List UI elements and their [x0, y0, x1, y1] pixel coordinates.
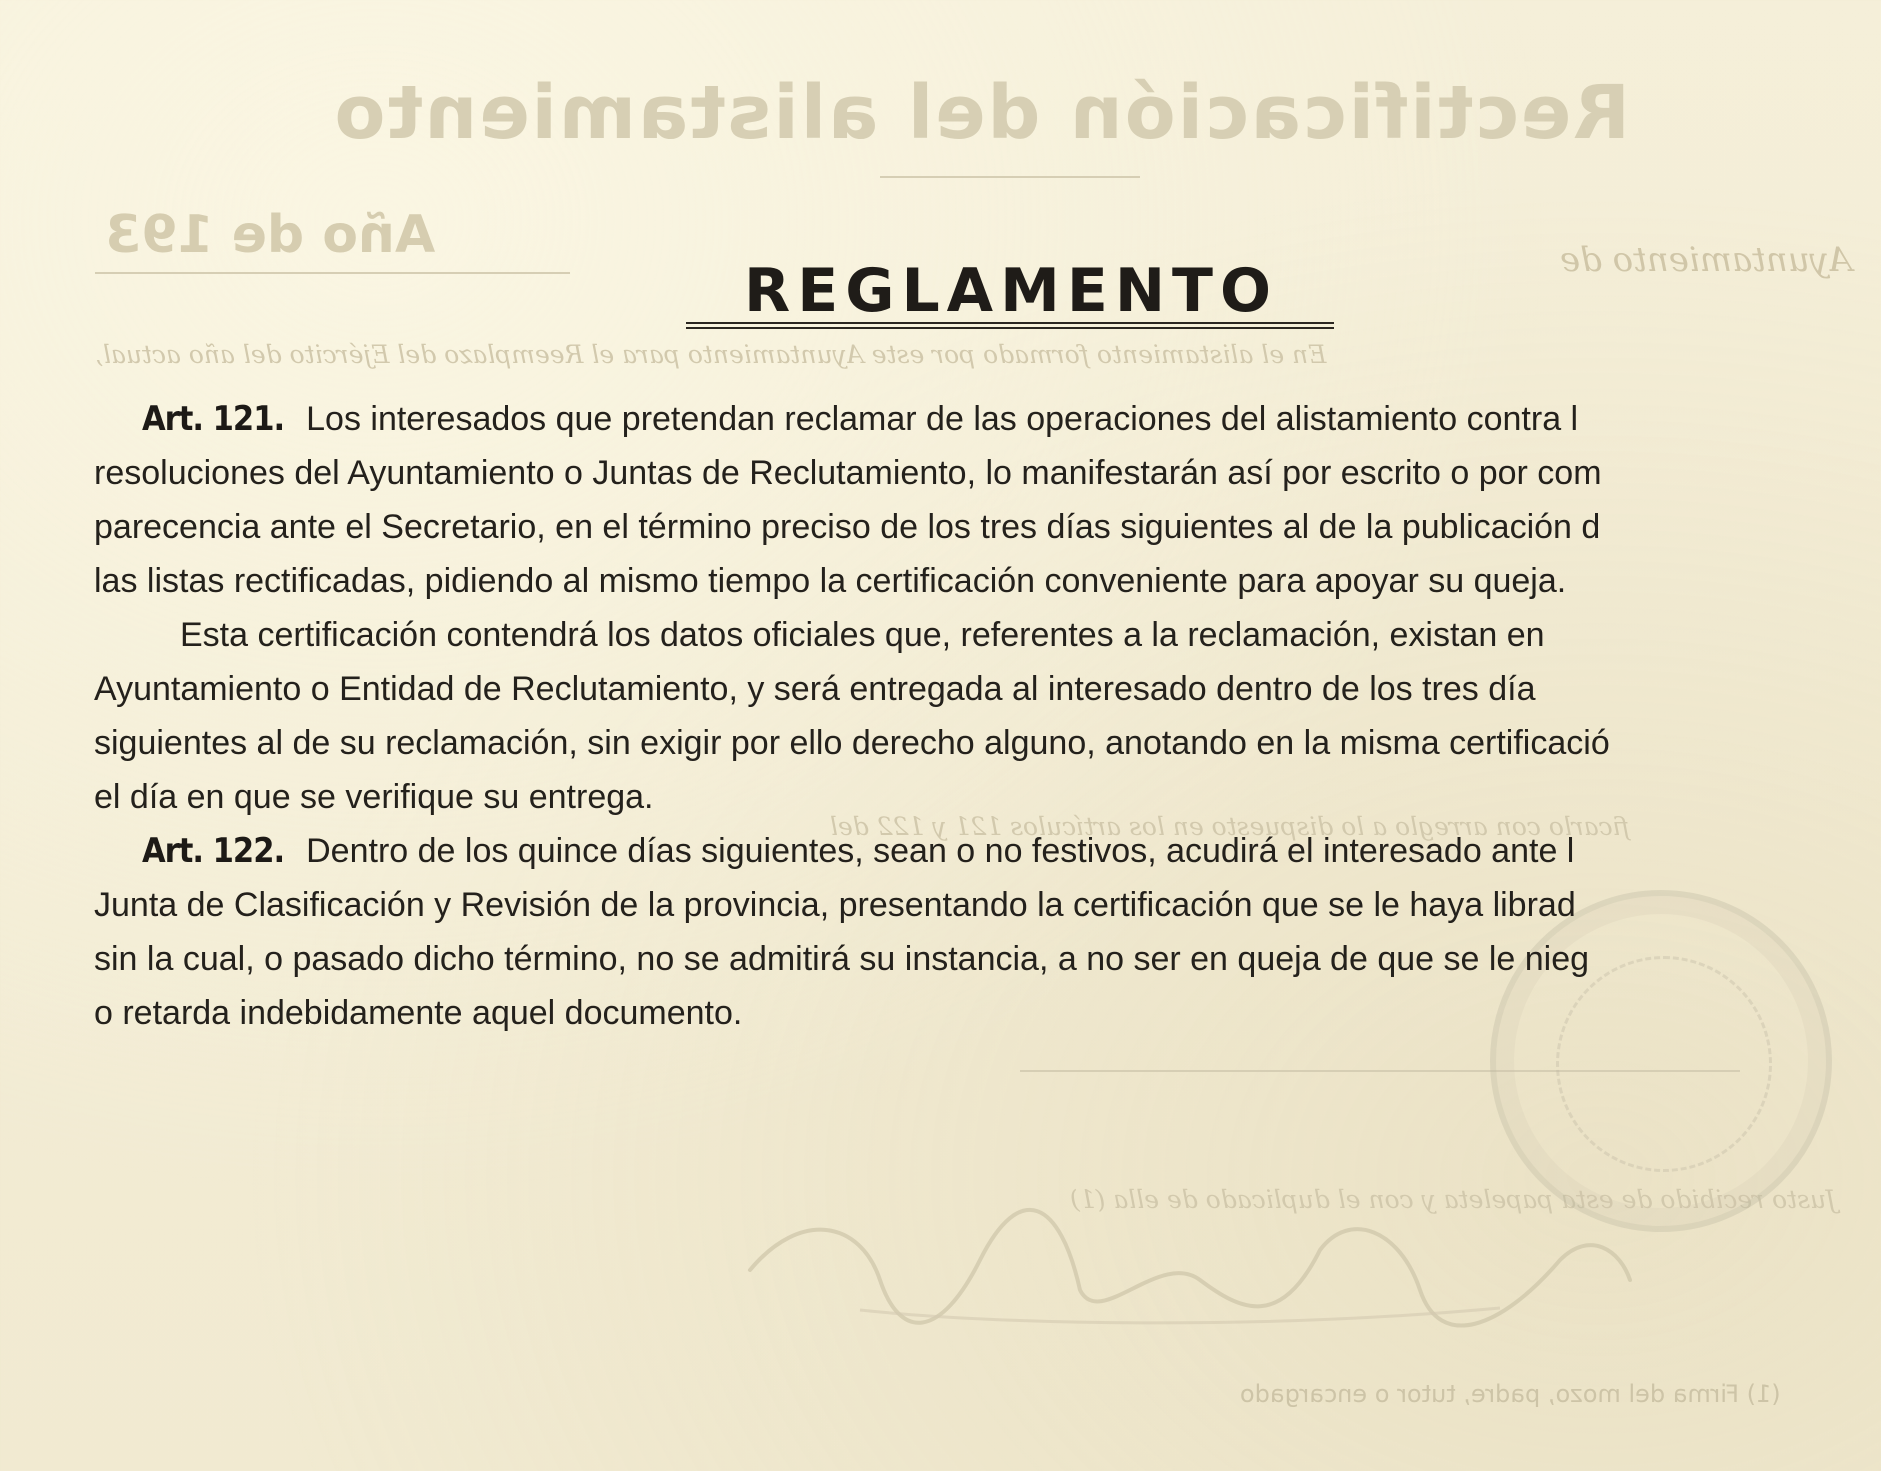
- article-text-line: o retarda indebidamente aquel documento.: [94, 994, 743, 1032]
- bleed-through-footnote: (1) Firma del mozo, padre, tutor o encargado: [1240, 1380, 1781, 1408]
- bleed-through-year: Año de 193: [105, 205, 436, 265]
- article-text-line: Esta certificación contendrá los datos oficiales que, referentes a la reclamación, existan en: [180, 616, 1545, 654]
- article-121-label: Art. 121.: [142, 399, 285, 439]
- article-text-line: el día en que se verifique su entrega.: [94, 778, 654, 816]
- article-text-line: Ayuntamiento o Entidad de Reclutamiento, y será entregada al interesado dentro de los tres día: [94, 670, 1536, 708]
- article-text-line: las listas rectificadas, pidiendo al mismo tiempo la certificación conveniente para apoyar su queja.: [94, 562, 1567, 600]
- bleed-through-rule-top: [880, 176, 1140, 178]
- articles-body: [94, 392, 1881, 1040]
- article-122-line-1: [94, 824, 1881, 878]
- article-122-label: Art. 122.: [142, 831, 285, 871]
- article-text-line: Dentro de los quince días siguientes, sean o no festivos, acudirá el interesado ante l: [306, 832, 1575, 870]
- article-text-line: resoluciones del Ayuntamiento o Juntas de Reclutamiento, lo manifestarán así por escrito o por com: [94, 454, 1602, 492]
- bleed-through-line-2: ficarlo con arreglo a lo dispuesto en los artículos 121 y 122 del: [830, 812, 1630, 841]
- bleed-through-ayuntamiento: Ayuntamiento de: [1560, 240, 1853, 280]
- bleed-through-line-3: Justo recibido de esta papeleta y con el duplicado de ella (1): [1070, 1185, 1837, 1214]
- article-text-line: siguientes al de su reclamación, sin exigir por ello derecho alguno, anotando en la misma certificació: [94, 724, 1610, 762]
- page-title: REGLAMENTO: [744, 256, 1278, 326]
- article-121-line-1: [94, 392, 1881, 446]
- article-text-line: sin la cual, o pasado dicho término, no se admitirá su instancia, a no ser en queja de que se le nieg: [94, 940, 1590, 978]
- bleed-through-heading: Rectificación del alistamiento: [332, 70, 1630, 156]
- title-double-rule: [686, 322, 1334, 329]
- article-122: [94, 824, 1881, 1040]
- article-text-line: Junta de Clasificación y Revisión de la provincia, presentando la certificación que se le haya librad: [94, 886, 1576, 924]
- bleed-through-line-1: En el alistamiento formado por este Ayuntamiento para el Reemplazo del Ejército del año actual,: [95, 340, 1327, 369]
- article-121: [94, 392, 1881, 824]
- article-text-line: Los interesados que pretendan reclamar de las operaciones del alistamiento contra l: [306, 400, 1579, 438]
- article-text-line: parecencia ante el Secretario, en el término preciso de los tres días siguientes al de la publicación d: [94, 508, 1601, 546]
- bleed-through-rule-left: [95, 272, 570, 274]
- bleed-through-signature-icon: [740, 1190, 1640, 1350]
